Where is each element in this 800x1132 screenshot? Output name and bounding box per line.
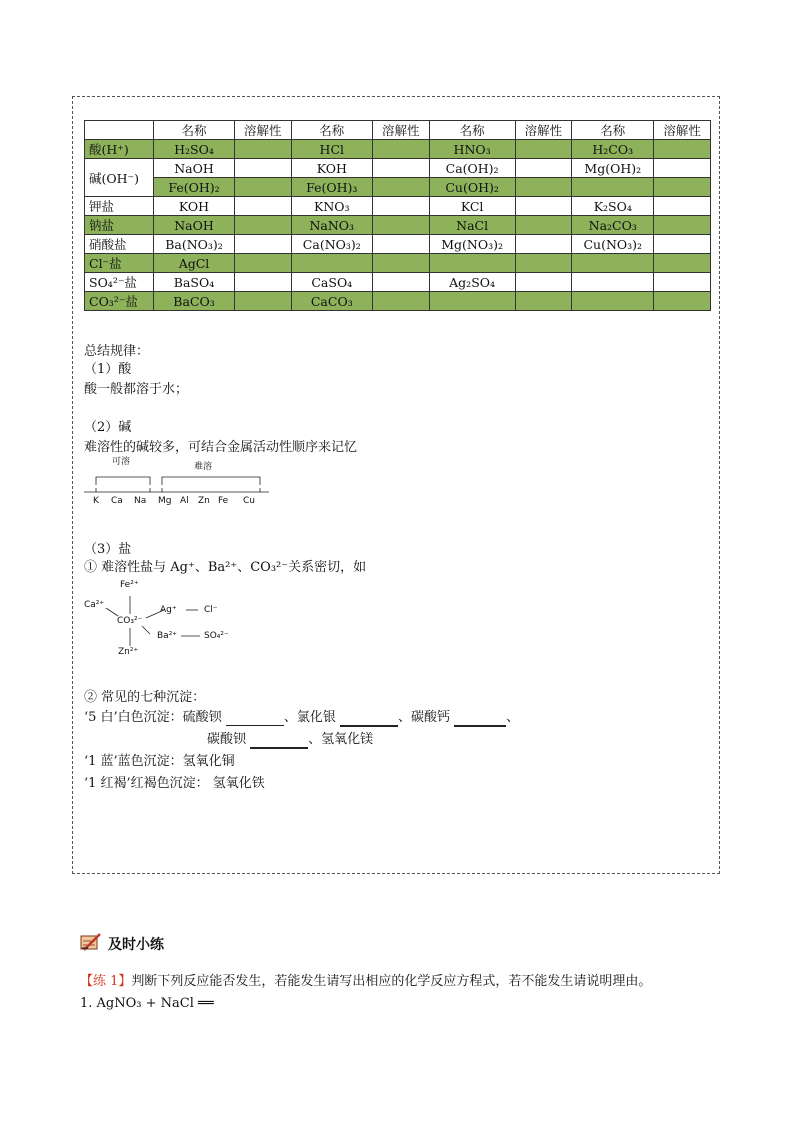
table-header-row <box>85 121 711 140</box>
table-cell <box>373 292 430 311</box>
row-label: Cl⁻盐 <box>85 254 154 273</box>
table-cell <box>654 159 711 178</box>
table-cell: NaOH <box>154 159 235 178</box>
metal-symbol: Cu <box>243 496 255 506</box>
table-cell: H₂SO₄ <box>154 140 235 159</box>
table-cell: NaOH <box>154 216 235 235</box>
col-header: 溶解性 <box>373 121 430 140</box>
table-cell: Ba(NO₃)₂ <box>154 235 235 254</box>
table-cell <box>515 178 572 197</box>
table-cell <box>515 273 572 292</box>
table-cell: KNO₃ <box>291 197 372 216</box>
col-header: 名称 <box>154 121 235 140</box>
table-row <box>85 292 711 311</box>
table-cell: KOH <box>154 197 235 216</box>
table-cell <box>291 254 372 273</box>
salt-heading: （3）盐 <box>84 542 132 557</box>
table-cell: Cu(OH)₂ <box>429 178 515 197</box>
question-1: 1. AgNO₃ + NaCl ══ <box>80 996 214 1011</box>
table-row <box>85 273 711 292</box>
table-cell <box>515 254 572 273</box>
table-cell: H₂CO₃ <box>572 140 654 159</box>
table-cell <box>572 292 654 311</box>
table-cell: NaCl <box>429 216 515 235</box>
col-header: 名称 <box>429 121 515 140</box>
table-cell: BaSO₄ <box>154 273 235 292</box>
ion-zn: Zn²⁺ <box>118 647 139 657</box>
white-prefix: ‘5 白’白色沉淀：硫酸钡 <box>84 710 222 725</box>
ion-fe: Fe²⁺ <box>120 580 139 590</box>
table-cell <box>429 254 515 273</box>
salt-point-1: ① 难溶性盐与 Ag⁺、Ba²⁺、CO₃²⁻关系密切，如 <box>84 560 367 575</box>
table-cell: Ag₂SO₄ <box>429 273 515 292</box>
col-header: 溶解性 <box>654 121 711 140</box>
acid-heading: （1）酸 <box>84 362 132 377</box>
table-cell: Fe(OH)₂ <box>154 178 235 197</box>
base-text: 难溶性的碱较多，可结合金属活动性顺序来记忆 <box>84 440 358 455</box>
exercise-1 <box>80 970 651 989</box>
table-cell: AgCl <box>154 254 235 273</box>
table-cell <box>235 254 292 273</box>
table-cell <box>373 235 430 254</box>
table-cell: BaCO₃ <box>154 292 235 311</box>
solubility-table <box>84 120 711 311</box>
table-cell <box>515 292 572 311</box>
table-row <box>85 235 711 254</box>
metal-symbol: Zn <box>198 496 210 506</box>
table-cell: CaCO₃ <box>291 292 372 311</box>
blank-baco3 <box>250 732 308 749</box>
redbrown-precipitate: ‘1 红褐’红褐色沉淀： 氢氧化铁 <box>84 776 265 791</box>
exercise-text: 判断下列反应能否发生，若能发生请写出相应的化学反应方程式，若不能发生请说明理由。 <box>131 974 652 989</box>
table-cell <box>654 178 711 197</box>
table-cell <box>373 159 430 178</box>
col-header: 溶解性 <box>515 121 572 140</box>
blank-caco3 <box>454 710 506 727</box>
col-header: 名称 <box>291 121 372 140</box>
table-row <box>85 159 711 178</box>
ion-ba: Ba²⁺ <box>157 631 178 641</box>
table-cell <box>235 178 292 197</box>
table-cell: KCl <box>429 197 515 216</box>
table-cell <box>235 197 292 216</box>
table-cell <box>373 140 430 159</box>
white-caco3: 、碳酸钙 <box>397 710 450 725</box>
table-cell <box>515 235 572 254</box>
table-cell <box>654 235 711 254</box>
row-label: 酸(H⁺) <box>85 140 154 159</box>
table-cell <box>654 197 711 216</box>
table-cell: HCl <box>291 140 372 159</box>
white-mgoh: 、氢氧化镁 <box>308 732 374 747</box>
metal-symbol: Ca <box>111 496 123 506</box>
insoluble-label: 难溶 <box>194 462 213 472</box>
table-cell <box>373 273 430 292</box>
salt-point-2: ② 常见的七种沉淀： <box>84 690 206 705</box>
white-sep: 、 <box>506 710 520 725</box>
table-cell <box>373 254 430 273</box>
table-cell <box>235 140 292 159</box>
metal-symbol: K <box>93 496 99 506</box>
metal-symbol: Al <box>180 496 189 506</box>
white-baco3: 碳酸钡 <box>207 732 247 747</box>
table-cell <box>572 273 654 292</box>
table-cell <box>515 140 572 159</box>
row-label: 钠盐 <box>85 216 154 235</box>
table-cell <box>654 273 711 292</box>
pencil-notebook-icon <box>80 932 102 952</box>
ion-relation-diagram <box>84 576 254 660</box>
table-cell <box>373 197 430 216</box>
blank-baso4 <box>226 710 284 726</box>
ion-cl: Cl⁻ <box>204 605 218 615</box>
metal-symbol: Fe <box>218 496 229 506</box>
exercise-tag: 【练 1】 <box>80 974 132 989</box>
table-cell <box>654 216 711 235</box>
white-precipitates-line <box>84 706 519 727</box>
table-cell: KOH <box>291 159 372 178</box>
ion-so4: SO₄²⁻ <box>204 631 229 641</box>
table-cell <box>373 216 430 235</box>
table-cell: K₂SO₄ <box>572 197 654 216</box>
row-label: 钾盐 <box>85 197 154 216</box>
table-cell <box>373 178 430 197</box>
soluble-label: 可溶 <box>112 457 131 467</box>
table-cell <box>235 292 292 311</box>
white-precipitates-line-2 <box>207 728 373 749</box>
table-cell: Fe(OH)₃ <box>291 178 372 197</box>
metal-symbol: Na <box>134 496 147 506</box>
row-label: CO₃²⁻盐 <box>85 292 154 311</box>
practice-title: 及时小练 <box>108 937 164 953</box>
table-row <box>85 197 711 216</box>
table-cell <box>235 159 292 178</box>
table-row <box>85 178 711 197</box>
table-cell: Cu(NO₃)₂ <box>572 235 654 254</box>
table-cell: Ca(OH)₂ <box>429 159 515 178</box>
table-cell: NaNO₃ <box>291 216 372 235</box>
ion-co3: CO₃²⁻ <box>117 616 143 626</box>
table-cell: Ca(NO₃)₂ <box>291 235 372 254</box>
row-label: 碱(OH⁻) <box>85 159 154 197</box>
row-label: 硝酸盐 <box>85 235 154 254</box>
table-cell: Mg(OH)₂ <box>572 159 654 178</box>
table-row <box>85 254 711 273</box>
blue-precipitate: ‘1 蓝’蓝色沉淀：氢氧化铜 <box>84 754 235 769</box>
table-cell <box>654 292 711 311</box>
table-cell: HNO₃ <box>429 140 515 159</box>
table-cell: Na₂CO₃ <box>572 216 654 235</box>
summary-title: 总结规律： <box>84 344 150 359</box>
table-cell <box>654 254 711 273</box>
table-corner <box>85 121 154 140</box>
acid-text: 酸一般都溶于水； <box>84 382 189 397</box>
table-cell: CaSO₄ <box>291 273 372 292</box>
table-cell <box>235 235 292 254</box>
table-cell <box>429 292 515 311</box>
blank-agcl <box>340 710 398 727</box>
table-cell <box>515 197 572 216</box>
table-cell: Mg(NO₃)₂ <box>429 235 515 254</box>
row-label: SO₄²⁻盐 <box>85 273 154 292</box>
base-heading: （2）碱 <box>84 420 132 435</box>
white-agcl: 、氯化银 <box>283 710 336 725</box>
ion-ag: Ag⁺ <box>160 605 177 615</box>
ion-ca: Ca²⁺ <box>84 600 105 610</box>
table-cell <box>572 178 654 197</box>
col-header: 名称 <box>572 121 654 140</box>
table-cell <box>572 254 654 273</box>
table-cell <box>654 140 711 159</box>
table-cell <box>515 159 572 178</box>
table-row <box>85 216 711 235</box>
table-cell <box>515 216 572 235</box>
metal-symbol: Mg <box>158 496 172 506</box>
table-cell <box>235 216 292 235</box>
table-cell <box>235 273 292 292</box>
table-row <box>85 140 711 159</box>
col-header: 溶解性 <box>235 121 292 140</box>
